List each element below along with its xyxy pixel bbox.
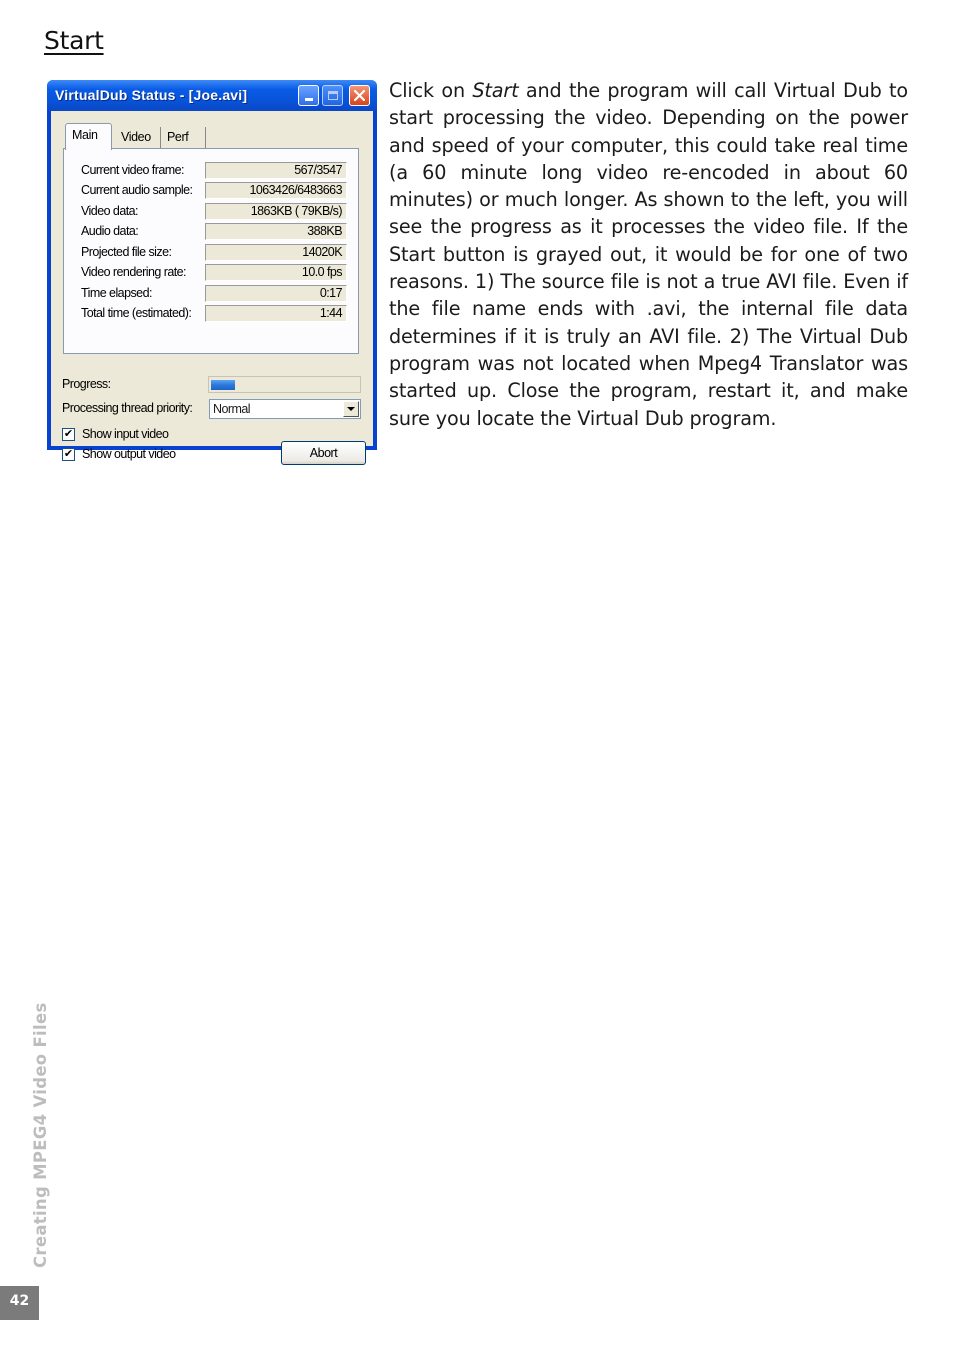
- stat-label: Audio data:: [81, 224, 139, 238]
- chevron-down-icon: [347, 407, 355, 411]
- stat-label: Current audio sample:: [81, 183, 193, 197]
- stat-row: [64, 243, 360, 263]
- window-client-area: [51, 111, 373, 461]
- stat-value: 0:17: [205, 285, 347, 302]
- stat-label: Video rendering rate:: [81, 265, 186, 279]
- stat-row: [64, 161, 360, 181]
- priority-label: Processing thread priority:: [62, 401, 193, 415]
- stat-row: [64, 202, 360, 222]
- close-button[interactable]: [349, 85, 370, 106]
- stat-label: Current video frame:: [81, 163, 184, 177]
- stat-row: [64, 284, 360, 304]
- main-tab-panel: [63, 148, 359, 354]
- paragraph-emphasis: Start: [472, 79, 519, 102]
- paragraph-text-after: and the program will call Virtual Dub to start processing the video. Depending on the power and speed of your computer, this could take real time (a 60 minute long video re-encoded in about 60 minutes) or much longer. As shown to the left, you will see the progress as it processes the video file. If the Start button is grayed out, it would be for one of two reasons. 1) The source file is not a true AVI file. Even if the file name ends with .avi, the internal file data determines if it is truly an AVI file. 2) The Virtual Dub program was not located when Mpeg4 Translator was started up. Close the program, restart it, and make sure you locate the Virtual Dub program.: [389, 79, 908, 430]
- virtualdub-status-window: [47, 80, 377, 461]
- progress-label: Progress:: [62, 377, 111, 391]
- tab-main[interactable]: Main: [65, 123, 112, 150]
- stat-row: [64, 263, 360, 283]
- dropdown-button[interactable]: [343, 401, 359, 417]
- stat-row: [64, 304, 360, 324]
- stat-value: 388KB: [205, 223, 347, 240]
- paragraph-text-before: Click on: [389, 79, 473, 102]
- title-bar[interactable]: [47, 80, 377, 111]
- progress-bar: [208, 376, 361, 393]
- show-output-video-checkbox[interactable]: ✔: [63, 448, 74, 460]
- section-heading: Start: [44, 26, 104, 55]
- priority-select[interactable]: [209, 399, 361, 419]
- tab-perf[interactable]: Perf: [161, 127, 206, 149]
- stat-label: Time elapsed:: [81, 286, 152, 300]
- stat-label: Video data:: [81, 204, 138, 218]
- stat-value: 1:44: [205, 305, 347, 322]
- stat-value: 1863KB ( 79KB/s): [205, 203, 347, 220]
- abort-button[interactable]: Abort: [281, 441, 366, 465]
- stat-value: 1063426/6483663: [205, 182, 347, 199]
- chapter-side-label: Creating MPEG4 Video Files: [31, 1002, 50, 1268]
- window-title: VirtualDub Status - [Joe.avi]: [55, 87, 248, 103]
- minimize-button[interactable]: [298, 85, 319, 106]
- maximize-icon: [328, 91, 338, 100]
- maximize-button[interactable]: [322, 85, 343, 106]
- stat-value: 10.0 fps: [205, 264, 347, 281]
- stat-row: [64, 222, 360, 242]
- stat-label: Total time (estimated):: [81, 306, 192, 320]
- stat-row: [64, 181, 360, 201]
- page-number: 42: [0, 1286, 39, 1320]
- body-paragraph: [389, 77, 908, 432]
- stat-label: Projected file size:: [81, 245, 172, 259]
- show-output-video-label: Show output video: [82, 447, 176, 461]
- show-input-video-label: Show input video: [82, 427, 169, 441]
- close-icon: [354, 90, 365, 101]
- tab-video[interactable]: Video: [115, 127, 161, 149]
- progress-fill: [211, 380, 235, 390]
- show-input-video-checkbox[interactable]: ✔: [63, 428, 74, 440]
- stat-value: 14020K: [205, 244, 347, 261]
- minimize-icon: [305, 98, 313, 101]
- stat-value: 567/3547: [205, 162, 347, 179]
- priority-selected-value: Normal: [213, 402, 250, 416]
